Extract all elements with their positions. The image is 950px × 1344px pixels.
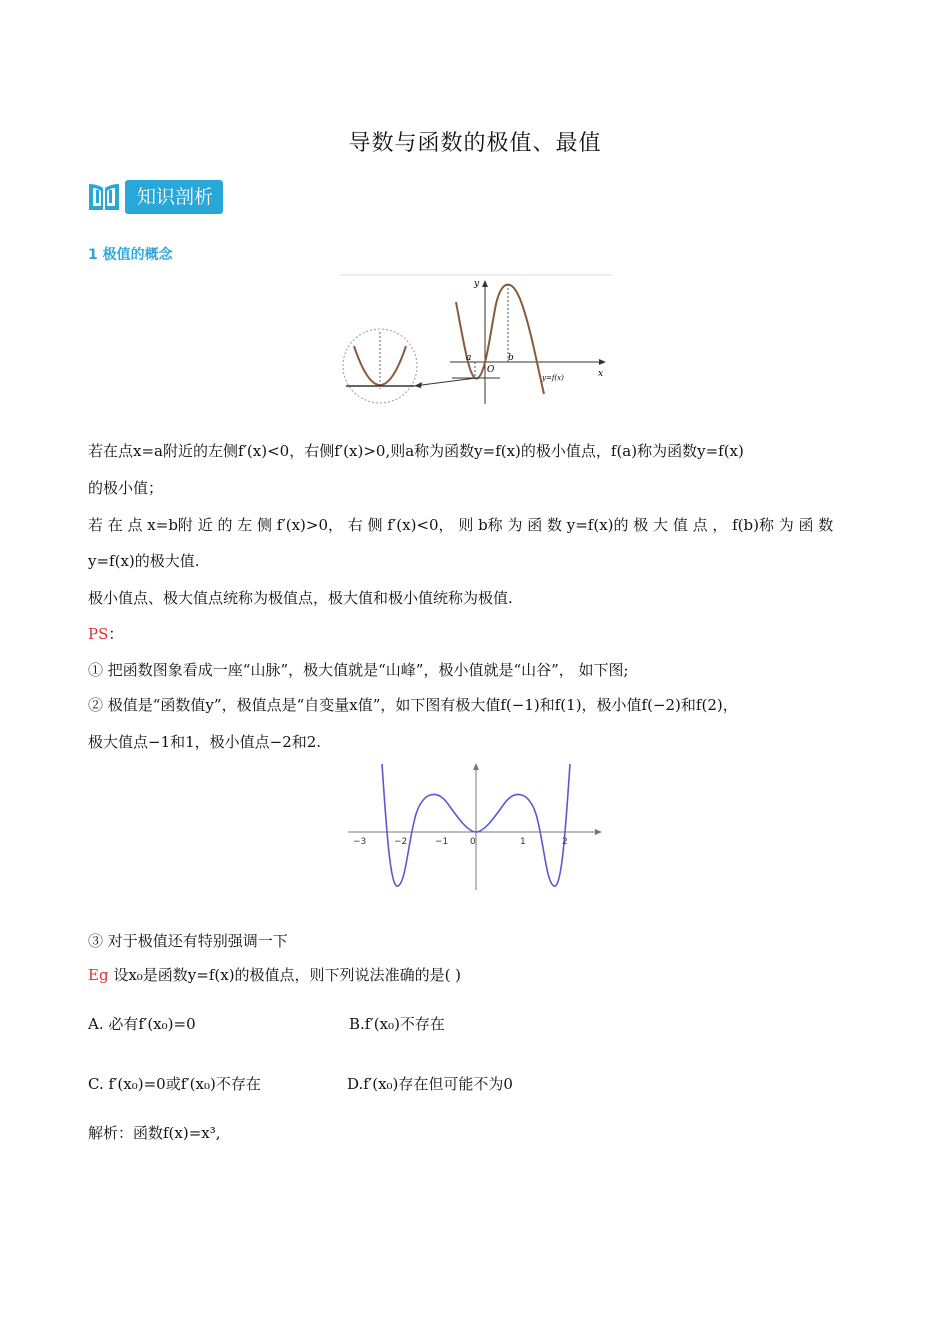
tick-label: −2 bbox=[394, 837, 408, 847]
paragraph-max-def-1: 若 在 点 x=b附 近 的 左 侧 f′(x)>0， 右 侧 f′(x)<0， 则 b称 为 函 数 y=f(x)的 极 大 值 点 ， f(b)称 为 函 数 bbox=[88, 516, 834, 534]
option-a[interactable]: A. 必有f′(x₀)=0 bbox=[88, 1015, 196, 1033]
tick-label: 1 bbox=[520, 837, 526, 847]
example-question bbox=[88, 964, 868, 986]
ps-item-2-line-2: 极大值点−1和1，极小值点−2和2. bbox=[88, 733, 322, 751]
eg-text: 设x₀是函数y=f(x)的极值点，则下列说法准确的是( ) bbox=[108, 966, 462, 984]
tick-label: 2 bbox=[562, 837, 568, 847]
ps-label: PS bbox=[88, 625, 109, 643]
quartic-graph bbox=[346, 762, 604, 892]
tick-label: 0 bbox=[470, 837, 476, 847]
ps-heading bbox=[88, 623, 868, 645]
extremum-diagram bbox=[340, 274, 612, 410]
section-badge bbox=[87, 179, 223, 215]
origin-label: O bbox=[487, 365, 495, 375]
ps-colon: ： bbox=[108, 625, 124, 643]
option-b[interactable]: B.f′(x₀)不存在 bbox=[349, 1015, 445, 1033]
paragraph-max-def-2: y=f(x)的极大值. bbox=[88, 552, 200, 570]
eg-label: Eg bbox=[88, 966, 109, 984]
tick-label: −1 bbox=[435, 837, 449, 847]
point-b-label: b bbox=[508, 353, 514, 363]
paragraph-min-def-2: 的极小值； bbox=[88, 479, 164, 497]
zoom-arrow bbox=[414, 378, 476, 386]
page-title: 导数与函数的极值、最值 bbox=[348, 131, 602, 156]
section-heading: 1 极值的概念 bbox=[88, 247, 173, 263]
ps-item-3: ③ 对于极值还有特别强调一下 bbox=[88, 932, 288, 950]
x-axis-label: x bbox=[598, 369, 604, 379]
ps-item-2-line-1: ② 极值是“函数值y”，极值点是“自变量x值”，如下图有极大值f(−1)和f(1)，极小值f(−2)和f(2)， bbox=[88, 696, 738, 714]
curve-label: y=f(x) bbox=[542, 374, 564, 382]
point-a-label: a bbox=[466, 353, 472, 363]
analysis-text: 解析：函数f(x)=x³, bbox=[88, 1124, 221, 1142]
ps-item-1: ① 把函数图象看成一座“山脉”，极大值就是“山峰”，极小值就是“山谷”， 如下图; bbox=[88, 661, 629, 679]
paragraph-summary: 极小值点、极大值点统称为极值点，极大值和极小值统称为极值. bbox=[88, 589, 513, 607]
section-badge-label: 知识剖析 bbox=[125, 180, 223, 214]
option-d[interactable]: D.f′(x₀)存在但可能不为0 bbox=[347, 1075, 513, 1093]
y-axis-label: y bbox=[474, 279, 480, 289]
open-book-icon bbox=[87, 180, 121, 214]
option-c[interactable]: C. f′(x₀)=0或f′(x₀)不存在 bbox=[88, 1075, 261, 1093]
tick-label: −3 bbox=[353, 837, 367, 847]
paragraph-min-def-1: 若在点x=a附近的左侧f′(x)<0，右侧f′(x)>0,则a称为函数y=f(x)的极小值点，f(a)称为函数y=f(x) bbox=[88, 442, 744, 460]
